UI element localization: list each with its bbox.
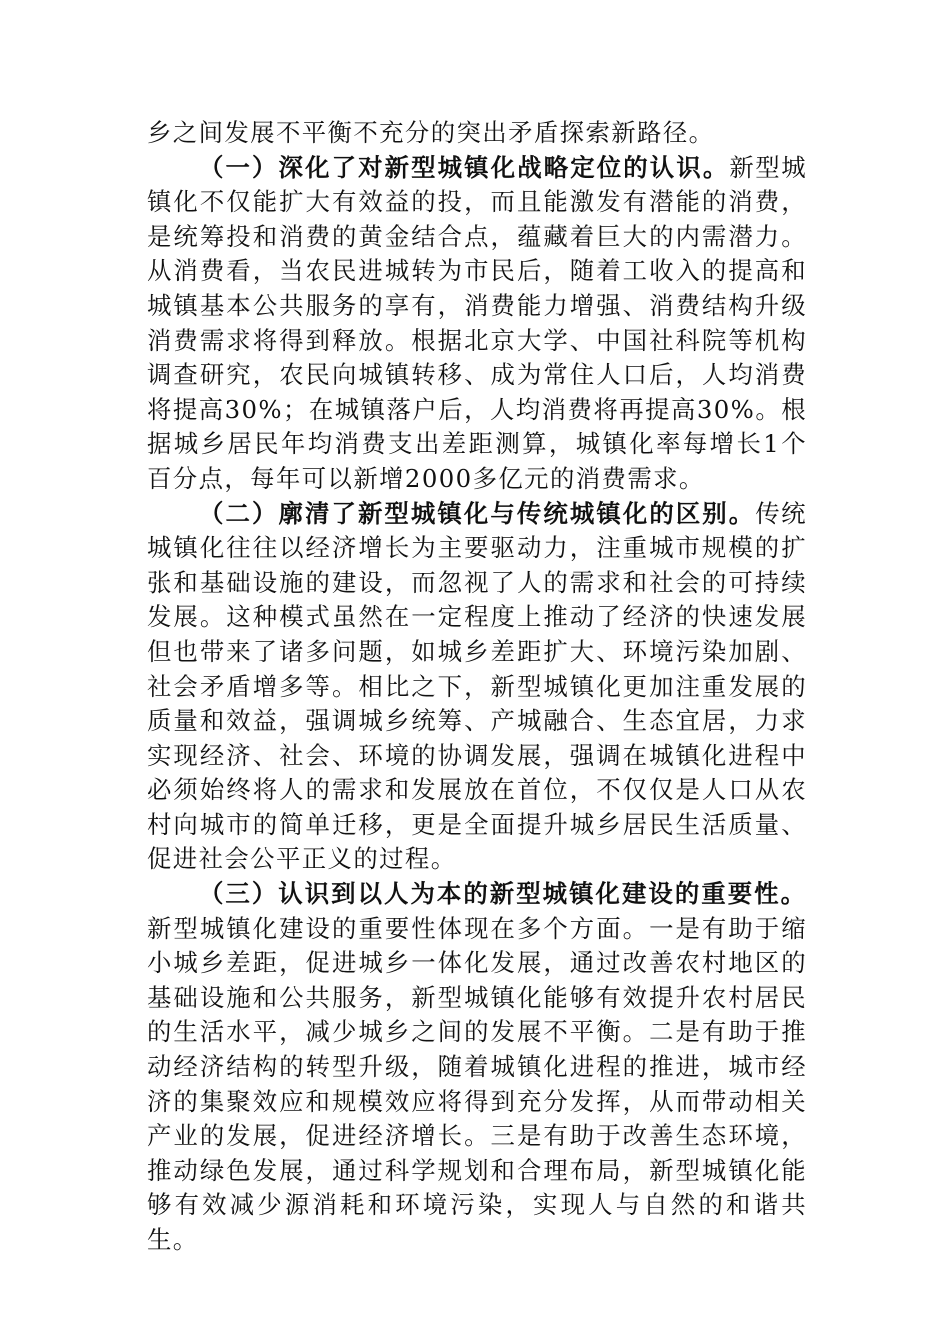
paragraph-section-3 xyxy=(147,877,807,1258)
paragraph-text: 乡之间发展不平衡不充分的突出矛盾探索新路径。 xyxy=(147,118,715,147)
section-heading-3: （三）认识到以人为本的新型城镇化建设的重要性。 xyxy=(199,879,807,909)
paragraph-section-1 xyxy=(147,151,807,497)
section-heading-1: （一）深化了对新型城镇化战略定位的认识。 xyxy=(199,152,730,182)
paragraph-text: 新型城镇化建设的重要性体现在多个方面。一是有助于缩小城乡差距，促进城乡一体化发展，通过改善农村地区的基础设施和公共服务，新型城镇化能够有效提升农村居民的生活水平，减少城乡之间的发展不平衡。二是有助于推动经济结构的转型升级，随着城镇化进程的推进，城市经济的集聚效应和规模效应将得到充分发挥，从而带动相关产业的发展，促进经济增长。三是有助于改善生态环境，推动绿色发展，通过科学规划和合理布局，新型城镇化能够有效减少源消耗和环境污染，实现人与自然的和谐共生。 xyxy=(147,913,807,1254)
paragraph-section-2 xyxy=(147,497,807,878)
paragraph-text: 传统城镇化往往以经济增长为主要驱动力，注重城市规模的扩张和基础设施的建设，而忽视了人的需求和社会的可持续发展。这种模式虽然在一定程度上推动了经济的快速发展但也带来了诸多问题，如城乡差距扩大、环境污染加剧、社会矛盾增多等。相比之下，新型城镇化更加注重发展的质量和效益，强调城乡统筹、产城融合、生态宜居，力求实现经济、社会、环境的协调发展，强调在城镇化进程中必须始终将人的需求和发展放在首位，不仅仅是人口从农村向城市的简单迁移，更是全面提升城乡居民生活质量、促进社会公平正义的过程。 xyxy=(147,498,807,874)
section-heading-2: （二）廓清了新型城镇化与传统城镇化的区别。 xyxy=(199,498,756,528)
paragraph-continuation xyxy=(147,116,807,151)
document-body xyxy=(147,116,807,1258)
paragraph-text: 新型城镇化不仅能扩大有效益的投，而且能激发有潜能的消费，是统筹投和消费的黄金结合点，蕴藏着巨大的内需潜力。从消费看，当农民进城转为市民后，随着工收入的提高和城镇基本公共服务的享有，消费能力增强、消费结构升级消费需求将得到释放。根据北京大学、中国社科院等机构调查研究，农民向城镇转移、成为常住人口后，人均消费将提高30%；在城镇落户后，人均消费将再提高30%。根据城乡居民年均消费支出差距测算，城镇化率每增长1个百分点，每年可以新增2000多亿元的消费需求。 xyxy=(147,152,807,493)
